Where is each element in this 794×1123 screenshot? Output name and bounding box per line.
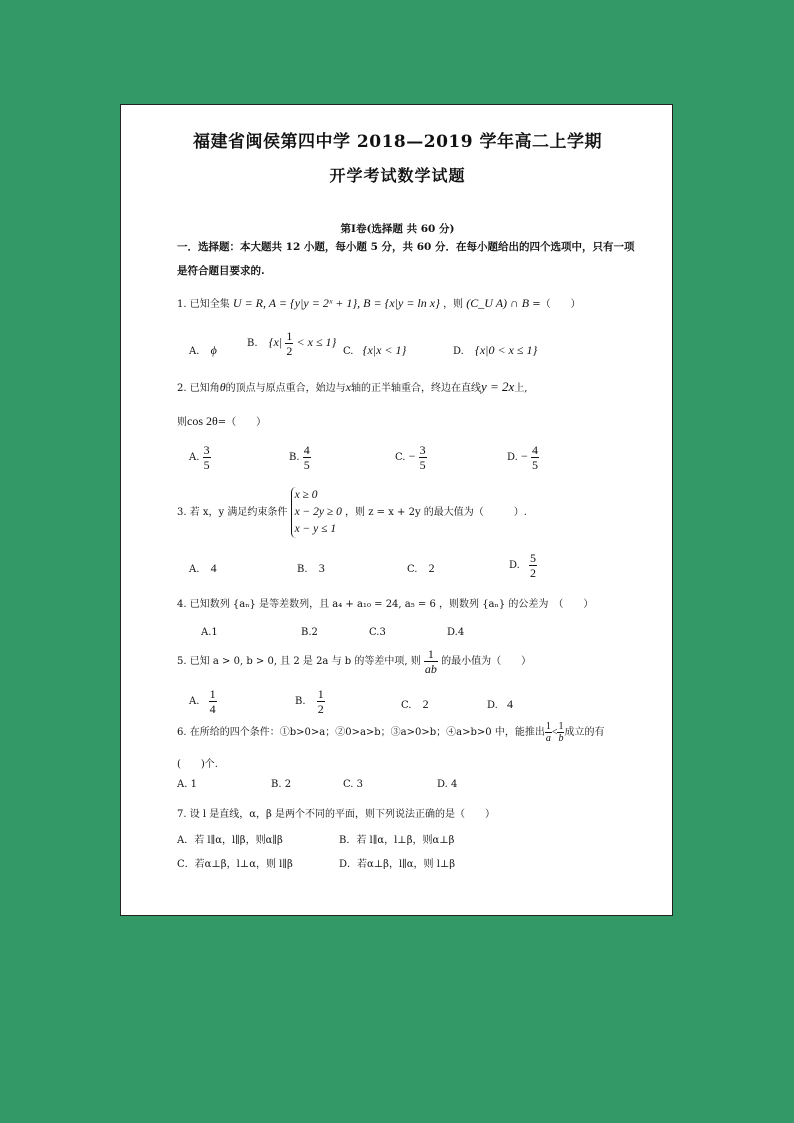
option-label: C. bbox=[407, 564, 418, 575]
q4-option-a: A.1 bbox=[201, 627, 218, 638]
q5-option-c bbox=[401, 697, 429, 712]
denominator: 4 bbox=[209, 702, 216, 716]
q3-text: ，则 z = x + 2y 的最大值为（ ）. bbox=[345, 507, 527, 518]
option-label: A. bbox=[189, 452, 200, 463]
q1-math: U = R, A = {y|y = 2ˣ + 1}, B = {x|y = ln x} bbox=[232, 296, 440, 310]
option-value: {x|x < 1} bbox=[362, 343, 407, 357]
question-2-line2 bbox=[177, 413, 266, 429]
denominator: 5 bbox=[419, 458, 426, 472]
q2-cos: cos 2θ bbox=[187, 414, 218, 428]
numerator: 4 bbox=[532, 443, 538, 457]
option-label: C. bbox=[395, 452, 406, 463]
q1-option-d bbox=[453, 343, 537, 358]
q1-end: =（ ） bbox=[532, 299, 581, 310]
option-label: D. bbox=[507, 452, 518, 463]
question-2 bbox=[177, 379, 527, 395]
option-value-pre: {x| bbox=[268, 335, 283, 349]
q2-text: 2. 已知角 bbox=[177, 383, 220, 394]
option-sign: − bbox=[521, 449, 528, 463]
q2-c-fraction bbox=[419, 443, 427, 472]
q4-option-c: C.3 bbox=[369, 627, 386, 638]
q5-fraction bbox=[424, 647, 438, 676]
numerator: 1 bbox=[286, 329, 293, 343]
option-value: 3 bbox=[318, 561, 325, 575]
denominator: 5 bbox=[303, 458, 310, 472]
denominator: 5 bbox=[203, 458, 210, 472]
q3-text: 3. 若 x，y 满足约束条件 bbox=[177, 507, 288, 518]
option-label: A. bbox=[189, 564, 200, 575]
question-5 bbox=[177, 647, 531, 676]
q2-text: 上, bbox=[514, 383, 528, 394]
q1-option-a bbox=[189, 343, 217, 358]
constraint: x ≥ 0 bbox=[294, 489, 318, 501]
numerator: 1 bbox=[545, 721, 551, 732]
numerator: 4 bbox=[303, 443, 310, 457]
q3-d-fraction bbox=[529, 551, 537, 580]
q1-b-fraction bbox=[285, 329, 293, 358]
option-sign: − bbox=[408, 449, 416, 463]
q6-fraction-a bbox=[545, 721, 552, 744]
q2-x: x bbox=[345, 380, 351, 394]
denominator: b bbox=[558, 733, 564, 744]
q5-option-d bbox=[487, 697, 513, 712]
denominator: 2 bbox=[530, 566, 537, 580]
denominator: 5 bbox=[532, 458, 538, 472]
option-label: A. bbox=[189, 696, 200, 707]
q3-option-c bbox=[407, 561, 435, 576]
question-7: 7. 设 l 是直线，α，β 是两个不同的平面，则下列说法正确的是（ ） bbox=[177, 809, 495, 820]
q2-text: 轴的正半轴重合，终边在直线 bbox=[350, 383, 481, 394]
option-label: D. bbox=[487, 700, 498, 711]
q3-option-a bbox=[189, 561, 217, 576]
q2-option-a bbox=[189, 443, 211, 472]
q5-text: 的最小值为（ ） bbox=[441, 656, 532, 667]
q2-d-fraction bbox=[531, 443, 539, 472]
q6-less-than: < bbox=[551, 727, 558, 738]
q5-b-fraction bbox=[317, 687, 325, 716]
option-label: B. bbox=[297, 564, 308, 575]
numerator: 3 bbox=[419, 443, 426, 457]
option-value-post: < x ≤ 1} bbox=[296, 335, 337, 349]
q4-option-b: B.2 bbox=[301, 627, 318, 638]
q4-option-d: D.4 bbox=[447, 627, 465, 638]
question-1 bbox=[177, 295, 581, 311]
q3-option-d bbox=[509, 551, 537, 580]
option-value: {x|0 < x ≤ 1} bbox=[475, 343, 538, 357]
q2-a-fraction bbox=[203, 443, 211, 472]
q1-option-b bbox=[247, 329, 336, 358]
section-instructions: 一．选择题：本大题共 12 小题，每小题 5 分，共 60 分．在每小题给出的四个选项中，只有一项是符合题目要求的. bbox=[177, 241, 635, 277]
q2-option-b bbox=[289, 443, 311, 472]
option-value: 2 bbox=[428, 561, 435, 575]
option-value: 4 bbox=[210, 561, 217, 575]
q1-expr: (C_U A) ∩ B bbox=[466, 296, 530, 310]
option-label: A. bbox=[189, 346, 200, 357]
q1-option-c bbox=[343, 343, 406, 358]
option-label: C. bbox=[401, 700, 412, 711]
denominator: a bbox=[545, 733, 551, 744]
q6-option-c: C. 3 bbox=[343, 779, 364, 790]
option-value: ϕ bbox=[210, 343, 217, 357]
numerator: 1 bbox=[209, 687, 216, 701]
q1-prefix: 1. 已知全集 bbox=[177, 299, 230, 310]
question-4: 4. 已知数列 {aₙ} 是等差数列，且 a₄ + a₁₀ = 24, a₅ = 6 ，则数列 {aₙ} 的公差为 （ ） bbox=[177, 599, 594, 610]
q6-text: 成立的有 bbox=[564, 727, 605, 738]
q2-option-d bbox=[507, 443, 539, 472]
q2-theta: θ bbox=[219, 380, 226, 394]
option-label: B. bbox=[295, 696, 306, 707]
constraint: x − 2y ≥ 0 bbox=[294, 506, 342, 518]
q7-option-a: A．若 l∥α，l∥β，则α∥β bbox=[177, 835, 283, 846]
exam-subtitle: 开学考试数学试题 bbox=[329, 166, 466, 185]
q2-line-eq: y = 2x bbox=[480, 379, 515, 394]
question-3 bbox=[177, 487, 527, 538]
option-label: B. bbox=[289, 452, 300, 463]
denominator: ab bbox=[424, 662, 437, 676]
q6-option-b: B. 2 bbox=[271, 779, 292, 790]
q2-option-c bbox=[395, 443, 427, 472]
q2-text: 的顶点与原点重合，始边与 bbox=[225, 383, 346, 394]
numerator: 1 bbox=[317, 687, 324, 701]
numerator: 1 bbox=[424, 647, 438, 662]
denominator: 2 bbox=[286, 344, 293, 358]
q7-option-d: D．若α⊥β，l∥α，则 l⊥β bbox=[339, 859, 456, 870]
q7-option-c: C．若α⊥β，l⊥α，则 l∥β bbox=[177, 859, 293, 870]
q5-option-b bbox=[295, 687, 325, 716]
q1-then: ，则 bbox=[443, 299, 464, 310]
q5-text: 5. 已知 a > 0, b > 0, 且 2 是 2a 与 b 的等差中项, 则 bbox=[177, 656, 421, 667]
option-label: B. bbox=[247, 338, 258, 349]
option-value: 2 bbox=[422, 697, 429, 711]
question-6-line2: ( )个. bbox=[177, 759, 218, 770]
q6-text: 6. 在所给的四个条件：①b>0>a；②0>a>b；③a>0>b；④a>b>0 中，能推出 bbox=[177, 727, 545, 738]
numerator: 1 bbox=[558, 721, 564, 732]
numerator: 5 bbox=[530, 551, 537, 565]
question-6 bbox=[177, 721, 604, 744]
option-label: C. bbox=[343, 346, 354, 357]
numerator: 3 bbox=[203, 443, 210, 457]
q3-constraint-system bbox=[291, 487, 342, 538]
q2-text: 则 bbox=[177, 417, 187, 428]
option-label: D. bbox=[453, 346, 464, 357]
q6-option-a: A. 1 bbox=[177, 779, 197, 790]
q5-a-fraction bbox=[209, 687, 217, 716]
option-value: 4 bbox=[507, 697, 514, 711]
q2-b-fraction bbox=[303, 443, 311, 472]
q6-option-d: D. 4 bbox=[437, 779, 458, 790]
q5-option-a bbox=[189, 687, 217, 716]
section-header: 第Ⅰ卷(选择题 共 60 分) bbox=[340, 223, 455, 235]
exam-title: 福建省闽侯第四中学 2018—2019 学年高二上学期 bbox=[193, 132, 602, 152]
denominator: 2 bbox=[317, 702, 324, 716]
option-label: D. bbox=[509, 560, 520, 571]
q3-option-b bbox=[297, 561, 325, 576]
q7-option-b: B．若 l∥α，l⊥β，则α⊥β bbox=[339, 835, 455, 846]
exam-paper bbox=[120, 104, 673, 916]
q2-text: =（ ） bbox=[217, 417, 267, 428]
constraint: x − y ≤ 1 bbox=[294, 523, 337, 535]
